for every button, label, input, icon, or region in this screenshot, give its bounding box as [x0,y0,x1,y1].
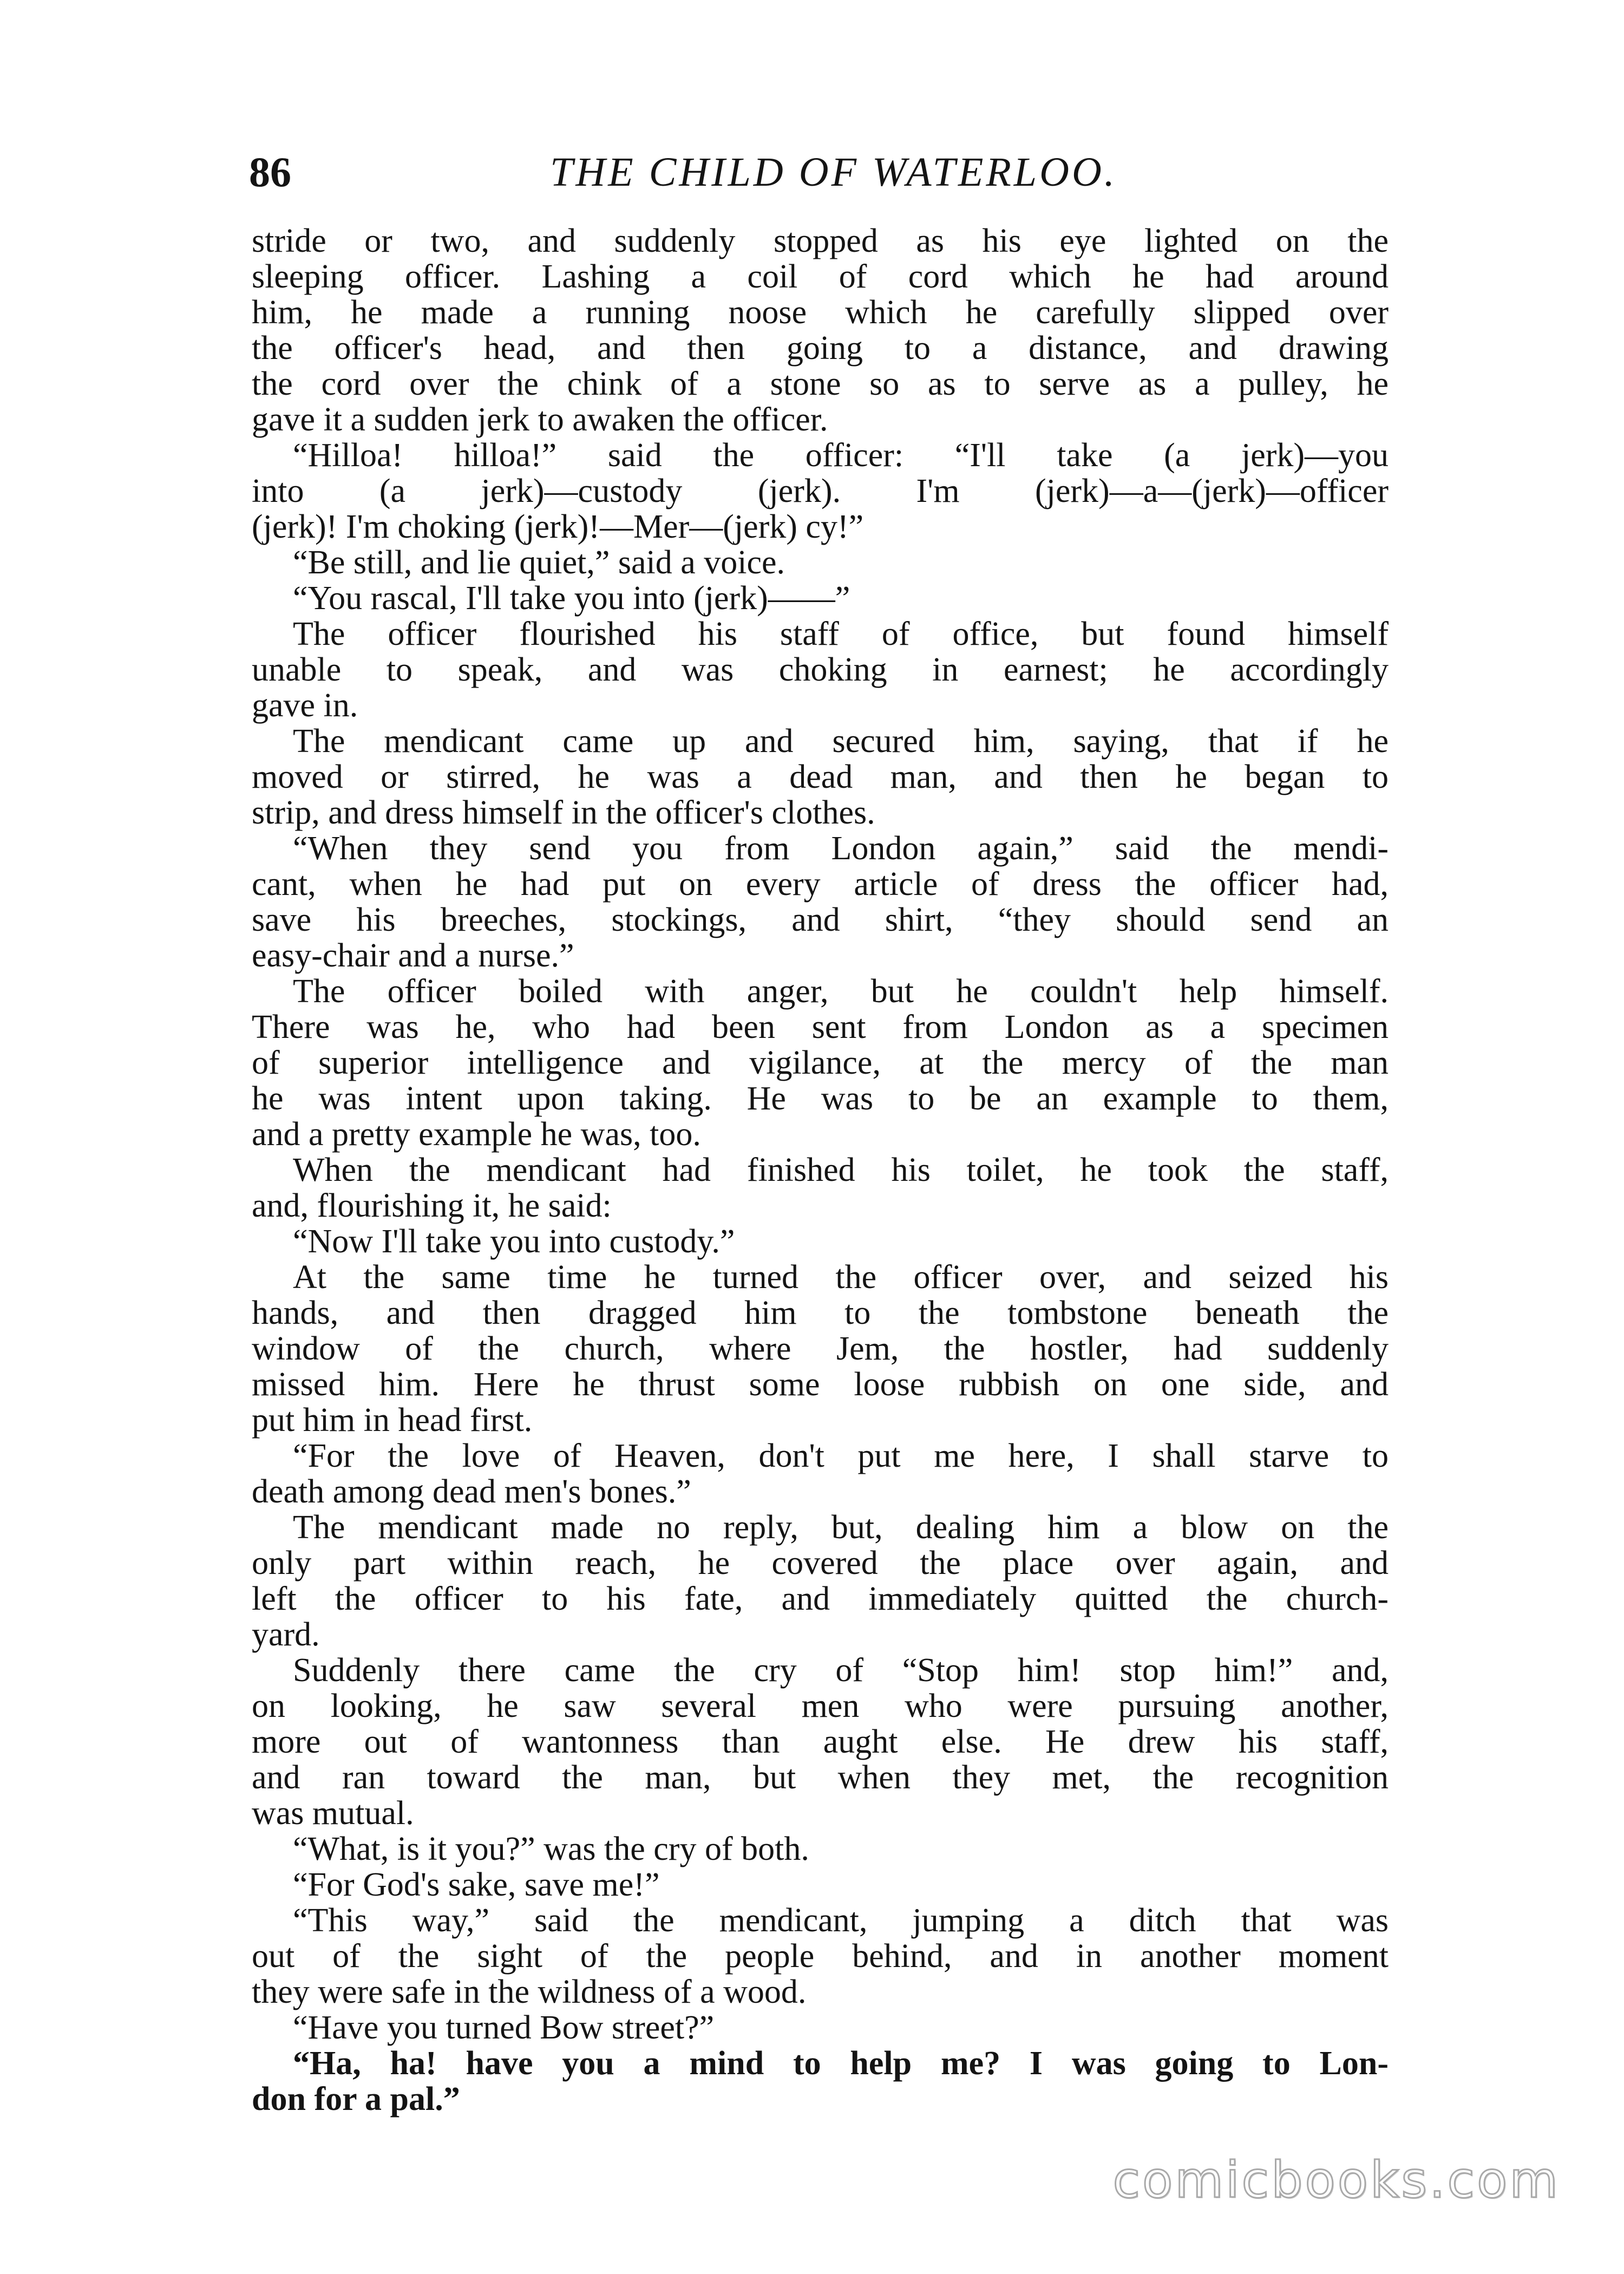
text-line: missed him. Here he thrust some loose rubbish on one side, and [252,1366,1389,1403]
text-line: “Have you turned Bow street?” [293,2009,715,2046]
text-line: and a pretty example he was, too. [252,1116,701,1153]
text-line: unable to speak, and was choking in earnest; he accordingly [252,651,1389,688]
text-line: sleeping officer. Lashing a coil of cord which he had around [252,258,1389,295]
text-line: on looking, he saw several men who were pursuing another, [252,1688,1389,1724]
text-line: cant, when he had put on every article of dress the officer had, [252,866,1389,903]
text-line: left the officer to his fate, and immediately quitted the church- [252,1580,1389,1617]
text-line: only part within reach, he covered the place over again, and [252,1545,1389,1582]
text-line: was mutual. [252,1795,414,1832]
text-line: window of the church, where Jem, the hostler, had suddenly [252,1330,1389,1367]
text-line: “Hilloa! hilloa!” said the officer: “I'll take (a jerk)—you [293,437,1389,474]
text-line: stride or two, and suddenly stopped as his eye lighted on the [252,223,1389,259]
text-line: The officer boiled with anger, but he couldn't help himself. [293,973,1389,1010]
text-line: “Now I'll take you into custody.” [293,1223,735,1260]
text-line: death among dead men's bones.” [252,1473,691,1510]
text-line: hands, and then dragged him to the tombstone beneath the [252,1295,1389,1331]
text-line: “When they send you from London again,” said the mendi- [293,830,1389,867]
running-title: THE CHILD OF WATERLOO. [550,149,1117,195]
text-line: “Be still, and lie quiet,” said a voice. [293,544,785,581]
text-line: and ran toward the man, but when they met, the recognition [252,1759,1389,1796]
text-line: put him in head first. [252,1402,533,1439]
text-line: and, flourishing it, he said: [252,1187,612,1224]
text-line: There was he, who had been sent from London as a specimen [252,1009,1389,1045]
text-line: out of the sight of the people behind, and in another moment [252,1938,1389,1975]
text-line: “For God's sake, save me!” [293,1866,660,1903]
text-line: the cord over the chink of a stone so as to serve as a pulley, he [252,365,1389,402]
text-line: “For the love of Heaven, don't put me here, I shall starve to [293,1437,1389,1474]
text-line: “You rascal, I'll take you into (jerk)——” [293,580,850,617]
text-line: yard. [252,1616,320,1653]
text-line: (jerk)! I'm choking (jerk)!—Mer—(jerk) cy!” [252,508,864,545]
text-line: the officer's head, and then going to a distance, and drawing [252,330,1389,367]
text-line: “Ha, ha! have you a mind to help me? I was going to Lon- [293,2045,1389,2082]
text-line: of superior intelligence and vigilance, at the mercy of the man [252,1044,1389,1081]
text-line: into (a jerk)—custody (jerk). I'm (jerk)—a—(jerk)—officer [252,473,1389,509]
text-line: “What, is it you?” was the cry of both. [293,1831,809,1867]
text-line: they were safe in the wildness of a wood. [252,1974,807,2010]
text-line: save his breeches, stockings, and shirt, “they should send an [252,901,1389,938]
text-line: gave in. [252,687,358,724]
text-line: easy-chair and a nurse.” [252,937,574,974]
page-number: 86 [249,148,291,195]
text-line: At the same time he turned the officer over, and seized his [293,1259,1389,1296]
watermark: comicbooks.com [1112,2151,1560,2209]
text-line: he was intent upon taking. He was to be an example to them, [252,1080,1389,1117]
text-line: The mendicant came up and secured him, saying, that if he [293,723,1389,760]
running-head [249,145,1386,199]
text-line: The officer flourished his staff of office, but found himself [293,616,1389,652]
body-text [252,223,1389,2117]
text-line: The mendicant made no reply, but, dealing him a blow on the [293,1509,1389,1546]
text-line: moved or stirred, he was a dead man, and then he began to [252,759,1389,795]
text-line: Suddenly there came the cry of “Stop him! stop him!” and, [293,1652,1389,1689]
text-line: don for a pal.” [252,2081,460,2118]
text-line: him, he made a running noose which he carefully slipped over [252,294,1389,331]
text-line: more out of wantonness than aught else. He drew his staff, [252,1723,1389,1760]
text-line: “This way,” said the mendicant, jumping a ditch that was [293,1902,1389,1939]
text-line: When the mendicant had finished his toilet, he took the staff, [293,1152,1389,1188]
text-line: strip, and dress himself in the officer's clothes. [252,794,875,831]
text-line: gave it a sudden jerk to awaken the officer. [252,401,828,438]
